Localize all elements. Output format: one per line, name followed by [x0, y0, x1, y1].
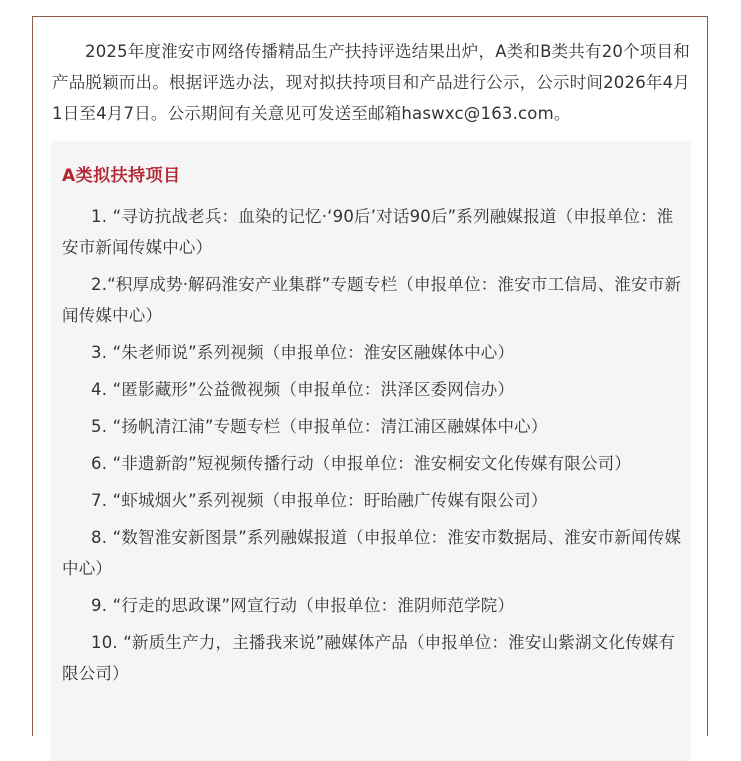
list-item: 2.“积厚成势·解码淮安产业集群”专题专栏（申报单位：淮安市工信局、淮安市新闻传媒中心）	[62, 275, 682, 325]
intro-paragraph: 2025年度淮安市网络传播精品生产扶持评选结果出炉，A类和B类共有20个项目和产品脱颖而出。根据评选办法，现对拟扶持项目和产品进行公示，公示时间2026年4月1日至4月7日。公示期间有关意见可发送至邮箱haswxc@163.com。	[52, 42, 690, 123]
list-item: 10. “新质生产力，主播我来说”融媒体产品（申报单位：淮安山紫湖文化传媒有限公司）	[62, 633, 676, 683]
section-a-box	[51, 141, 691, 761]
list-item: 5. “扬帆清江浦”专题专栏（申报单位：清江浦区融媒体中心）	[91, 417, 548, 436]
article-frame	[32, 16, 708, 736]
list-item: 7. “虾城烟火”系列视频（申报单位：盱眙融广传媒有限公司）	[91, 491, 548, 510]
section-a-list	[62, 201, 684, 695]
list-item: 6. “非遗新韵”短视频传播行动（申报单位：淮安桐安文化传媒有限公司）	[91, 454, 632, 473]
list-item: 4. “匿影藏形”公益微视频（申报单位：洪泽区委网信办）	[91, 380, 515, 399]
list-item: 9. “行走的思政课”网宣行动（申报单位：淮阴师范学院）	[91, 596, 515, 615]
section-a-title: A类拟扶持项目	[62, 166, 181, 186]
list-item: 8. “数智淮安新图景”系列融媒报道（申报单位：淮安市数据局、淮安市新闻传媒中心）	[62, 528, 682, 578]
list-item: 3. “朱老师说”系列视频（申报单位：淮安区融媒体中心）	[91, 343, 515, 362]
list-item: 1. “寻访抗战老兵：血染的记忆·‘90后’对话90后”系列融媒报道（申报单位：淮安市新闻传媒中心）	[62, 207, 674, 257]
